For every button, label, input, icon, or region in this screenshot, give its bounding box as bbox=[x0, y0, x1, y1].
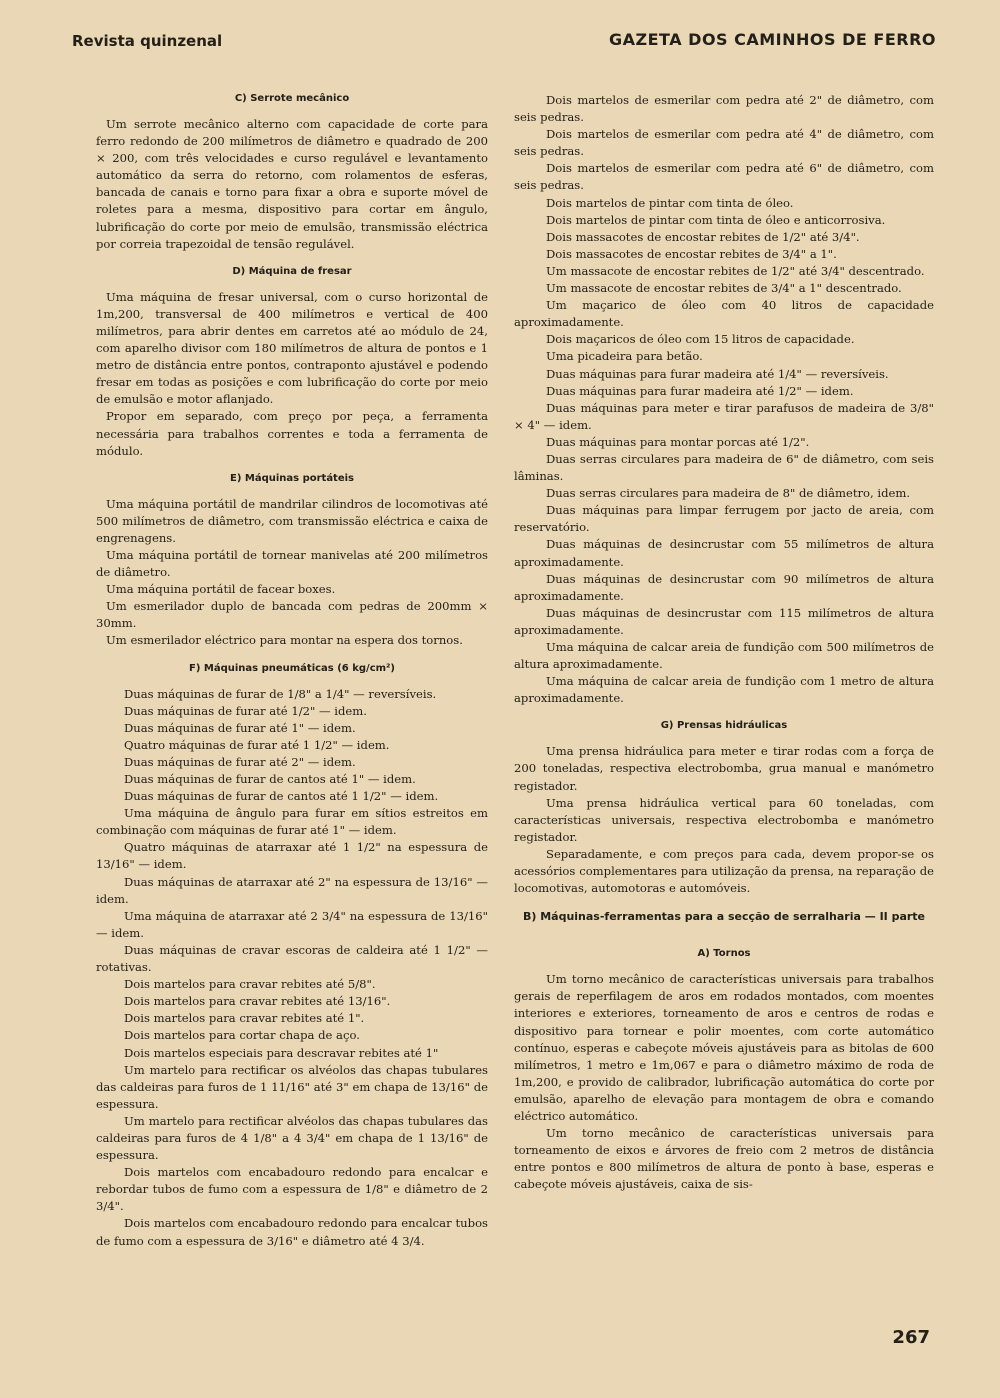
list-item: Um massacote de encostar rebites de 3/4" a 1" descentrado. bbox=[546, 281, 902, 296]
list-item: Duas máquinas para furar madeira até 1/2" — idem. bbox=[546, 383, 854, 398]
list-item: Duas máquinas para limpar ferrugem por jacto de areia, com reservatório. bbox=[514, 503, 934, 535]
paragraph: Uma máquina portátil de tornear manivelas até 200 milímetros de diâmetro. bbox=[96, 547, 488, 580]
list-item: Dois martelos de esmerilar com pedra até 6" de diâmetro, com seis pedras. bbox=[514, 161, 934, 193]
list-item: Dois martelos para cortar chapa de aço. bbox=[124, 1028, 360, 1043]
header-publication-type: Revista quinzenal bbox=[72, 32, 223, 50]
list-item: Quatro máquinas de atarraxar até 1 1/2" na espessura de 13/16" — idem. bbox=[96, 840, 488, 872]
list-item: Duas máquinas de furar de 1/8" a 1/4" — reversíveis. bbox=[124, 686, 437, 701]
list-item: Um torno mecânico de características universais para torneamento de eixos e árvores de freio com 2 metros de distância entre pontos e 800 milímetros de altura de ponto à base, esperas e cabeçote móveis ajustáveis, caixa de sis- bbox=[514, 1126, 934, 1192]
paragraph: Um esmerilador duplo de bancada com pedras de 200mm × 30mm. bbox=[96, 599, 488, 631]
right-column bbox=[514, 92, 934, 1193]
list-item: Duas máquinas de furar até 2" — idem. bbox=[124, 754, 356, 769]
list-item: Duas máquinas de furar até 1/2" — idem. bbox=[124, 703, 367, 718]
part-heading: B) Máquinas-ferramentas para a secção de serralharia — II parte bbox=[522, 910, 926, 924]
list-item: Dois martelos de pintar com tinta de óleo. bbox=[546, 195, 794, 210]
list-item: Um maçarico de óleo com 40 litros de capacidade aproximadamente. bbox=[514, 298, 934, 330]
paragraph: Uma máquina de fresar universal, com o curso horizontal de 1m,200, transversal de 400 milímetros e vertical de 400 milímetros, para abrir dentes em carretos até ao módulo de 24, com aparelho divisor com 180 milímetros de altura de pontos e 1 metro de distância entre pontos, contraponto ajustável e podendo fresar em todas as posições e com lubrificação do corte por meio de emulsão e motor aflanjado. bbox=[96, 289, 488, 407]
list-item: Duas máquinas para meter e tirar parafusos de madeira de 3/8" × 4" — idem. bbox=[514, 400, 934, 432]
list-item: Uma prensa hidráulica para meter e tirar rodas com a força de 200 toneladas, respectiva electrobomba, grua manual e manómetro registador. bbox=[514, 744, 934, 793]
list-item: Duas máquinas de atarraxar até 2" na espessura de 13/16" — idem. bbox=[96, 874, 488, 906]
page-number: 267 bbox=[892, 1327, 930, 1348]
paragraph: Uma máquina portátil de facear boxes. bbox=[106, 582, 336, 597]
list-item: Duas máquinas de desincrustar com 55 milímetros de altura aproximadamente. bbox=[514, 537, 934, 569]
list-item: Duas máquinas de cravar escoras de caldeira até 1 1/2" — rotativas. bbox=[96, 942, 488, 975]
list-item: Duas máquinas de furar até 1" — idem. bbox=[124, 720, 356, 735]
paragraph: Propor em separado, com preço por peça, a ferramenta necessária para trabalhos correntes e toda a ferramenta de módulo. bbox=[96, 409, 488, 458]
list-item: Duas máquinas de furar de cantos até 1 1/2" — idem. bbox=[124, 789, 439, 804]
list-item: Duas serras circulares para madeira de 6" de diâmetro, com seis lâminas. bbox=[514, 451, 934, 484]
list-item: Dois martelos com encabadouro redondo para encalcar tubos de fumo com a espessura de 3/16" e diâmetro até 4 3/4. bbox=[96, 1216, 488, 1248]
list-item: Dois martelos de esmerilar com pedra até 2" de diâmetro, com seis pedras. bbox=[514, 93, 934, 125]
list-item: Separadamente, e com preços para cada, devem propor-se os acessórios complementares para utilização da prensa, na reparação de locomotivas, automotoras e automóveis. bbox=[514, 846, 934, 896]
list-item: Uma prensa hidráulica vertical para 60 toneladas, com características universais, respectiva electrobomba e manómetro registador. bbox=[514, 795, 934, 844]
list-item: Uma máquina de atarraxar até 2 3/4" na espessura de 13/16" — idem. bbox=[96, 908, 488, 940]
paragraph: Um esmerilador eléctrico para montar na espera dos tornos. bbox=[106, 633, 463, 648]
section-heading: A) Tornos bbox=[697, 948, 751, 960]
list-item: Dois martelos com encabadouro redondo para encalcar e rebordar tubos de fumo com a espessura de 1/8" e diâmetro de 2 3/4". bbox=[96, 1165, 488, 1214]
list-item: Dois martelos de esmerilar com pedra até 4" de diâmetro, com seis pedras. bbox=[514, 127, 934, 159]
list-item: Dois martelos para cravar rebites até 5/8". bbox=[124, 977, 376, 992]
list-item: Duas máquinas de furar de cantos até 1" — idem. bbox=[124, 772, 416, 786]
list-item: Quatro máquinas de furar até 1 1/2" — idem. bbox=[124, 737, 390, 752]
list-item: Dois maçaricos de óleo com 15 litros de capacidade. bbox=[546, 332, 855, 347]
paragraph: Uma máquina portátil de mandrilar cilindros de locomotivas até 500 milímetros de diâmetro, com transmissão eléctrica e caixa de engrenagens. bbox=[96, 496, 488, 545]
section-heading: D) Máquina de fresar bbox=[232, 265, 352, 277]
section-heading: C) Serrote mecânico bbox=[234, 93, 350, 104]
list-item: Duas máquinas de desincrustar com 90 milímetros de altura aproximadamente. bbox=[514, 571, 934, 603]
list-item: Uma máquina de ângulo para furar em sítios estreitos em combinação com máquinas de furar até 1" — idem. bbox=[96, 806, 488, 838]
list-item: Dois martelos especiais para descravar rebites até 1" bbox=[124, 1045, 439, 1060]
list-item: Duas serras circulares para madeira de 8" de diâmetro, idem. bbox=[546, 486, 911, 501]
list-item: Dois martelos de pintar com tinta de óleo e anticorrosiva. bbox=[546, 212, 886, 227]
list-item: Uma picadeira para betão. bbox=[546, 349, 703, 364]
list-item: Dois massacotes de encostar rebites de 3/4" a 1". bbox=[546, 246, 837, 261]
section-heading: E) Máquinas portáteis bbox=[229, 472, 355, 484]
list-item: Dois martelos para cravar rebites até 1". bbox=[124, 1011, 365, 1026]
list-item: Duas máquinas para montar porcas até 1/2". bbox=[546, 434, 810, 449]
paragraph: Um serrote mecânico alterno com capacidade de corte para ferro redondo de 200 milímetros de diâmetro e quadrado de 200 × 200, com três velocidades e curso regulável e levantamento automático da serra do retorno, com rolamentos de esferas, bancada de canais e torno para fixar a obra e suporte móvel de roletes para a mesma, dispositivo para cortar em ângulo, lubrificação do corte por meio de emulsão, transmissão eléctrica por correia trapezoidal de tensão regulável. bbox=[96, 117, 488, 251]
list-item: Uma máquina de calcar areia de fundição com 500 milímetros de altura aproximadamente. bbox=[514, 640, 934, 672]
list-item: Duas máquinas para furar madeira até 1/4" — reversíveis. bbox=[546, 366, 889, 381]
list-item: Um torno mecânico de características universais para trabalhos gerais de reperfilagem de aros em rodados montados, com moentes interiores e exteriores, torneamento de aros e centros de rodas e dispositivo para tornear e polir moentes, com corte automático contínuo, esperas e cabeçote móveis ajustáveis para as bitolas de 600 milímetros, 1 metro e 1m,067 e para o diâmetro máximo de roda de 1m,200, e provido de calibrador, lubrificação automática do corte por emulsão, aparelho de elevação para montagem de obra e comando eléctrico automático. bbox=[514, 972, 934, 1123]
list-item: Um martelo para rectificar os alvéolos das chapas tubulares das caldeiras para furos de 1 11/16" até 3" em chapa de 13/16" de espessura. bbox=[96, 1062, 488, 1111]
section-heading: F) Máquinas pneumáticas (6 kg/cm²) bbox=[188, 662, 396, 674]
left-column bbox=[96, 92, 488, 1250]
header-journal-title: GAZETA DOS CAMINHOS DE FERRO bbox=[608, 30, 936, 49]
list-item: Uma máquina de calcar areia de fundição com 1 metro de altura aproximadamente. bbox=[514, 674, 934, 706]
list-item: Dois massacotes de encostar rebites de 1/2" até 3/4". bbox=[546, 229, 860, 244]
section-heading: G) Prensas hidráulicas bbox=[660, 720, 788, 732]
list-item: Duas máquinas de desincrustar com 115 milímetros de altura aproximadamente. bbox=[514, 605, 934, 637]
list-item: Dois martelos para cravar rebites até 13/16". bbox=[124, 994, 391, 1009]
list-item: Um massacote de encostar rebites de 1/2" até 3/4" descentrado. bbox=[546, 263, 925, 278]
list-item: Um martelo para rectificar alvéolos das chapas tubulares das caldeiras para furos de 4 1/8" a 4 3/4" em chapa de 1 13/16" de espessura. bbox=[96, 1113, 488, 1163]
